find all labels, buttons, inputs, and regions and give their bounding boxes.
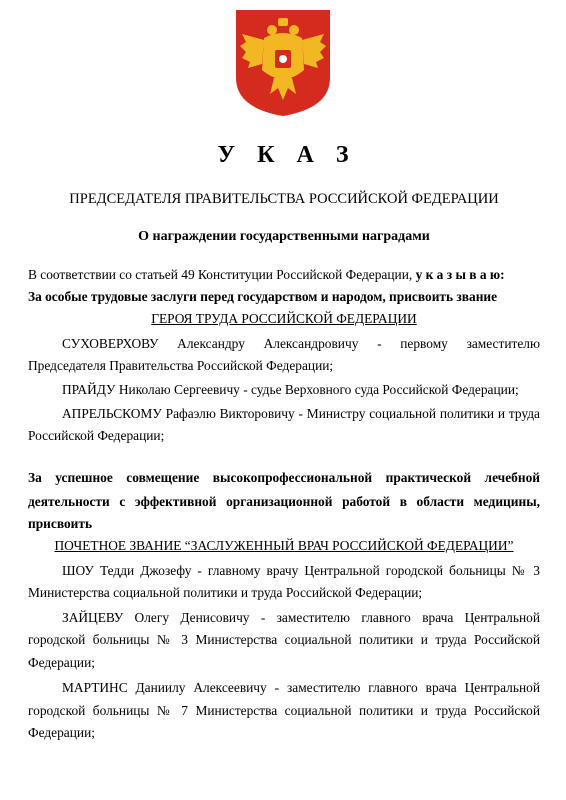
page-title: У К А З	[217, 142, 357, 168]
decree-word: у к а з ы в а ю:	[415, 267, 505, 282]
recipient-line: ЗАЙЦЕВУ Олегу Денисовичу - заместителю главного врача Центральной	[62, 610, 540, 625]
recipient-line: Российской Федерации;	[28, 428, 165, 443]
section2-award-title: ПОЧЕТНОЕ ЗВАНИЕ “ЗАСЛУЖЕННЫЙ ВРАЧ РОССИЙСКОЙ ФЕДЕРАЦИИ”	[54, 538, 514, 553]
section2-reason: деятельности с эффективной организационной работой в области медицины,	[28, 494, 540, 509]
recipient-line: СУХОВЕРХОВУ Александру Александровичу - первому заместителю	[62, 336, 540, 351]
issuer-line: ПРЕДСЕДАТЕЛЯ ПРАВИТЕЛЬСТВА РОССИЙСКОЙ ФЕДЕРАЦИИ	[69, 191, 499, 207]
recipient-line: ШОУ Тедди Джозефу - главному врачу Центральной городской больницы № 3	[62, 563, 540, 578]
preamble-text: В соответствии со статьей 49 Конституции Российской Федерации,	[28, 267, 413, 282]
subject-line: О награждении государственными наградами	[138, 229, 430, 244]
section2-reason: За успешное совмещение высокопрофессиональной практической лечебной	[28, 470, 540, 485]
recipient-line: Министерства социальной политики и труда Российской Федерации;	[28, 585, 423, 600]
recipient-line: АПРЕЛЬСКОМУ Рафаэлю Викторовичу - Министру социальной политики и труда	[62, 406, 540, 421]
recipient-line: ПРАЙДУ Николаю Сергеевичу - судье Верховного суда Российской Федерации;	[62, 382, 519, 397]
recipient-line: Федерации;	[28, 655, 95, 670]
recipient-line: Федерации;	[28, 725, 95, 740]
section1-reason: За особые трудовые заслуги перед государством и народом, присвоить звание	[28, 289, 498, 304]
section2-reason: присвоить	[28, 516, 93, 531]
coat-of-arms-icon	[234, 8, 332, 118]
recipient-line: городской больницы № 3 Министерства социальной политики и труда Российской	[28, 632, 540, 647]
section1-award-title: ГЕРОЯ ТРУДА РОССИЙСКОЙ ФЕДЕРАЦИИ	[151, 311, 417, 326]
recipient-line: городской больницы № 7 Министерства социальной политики и труда Российской	[28, 703, 540, 718]
preamble-line	[28, 267, 540, 283]
recipient-line: Председателя Правительства Российской Федерации;	[28, 358, 334, 373]
recipient-line: МАРТИНС Даниилу Алексеевичу - заместителю главного врача Центральной	[62, 680, 540, 695]
